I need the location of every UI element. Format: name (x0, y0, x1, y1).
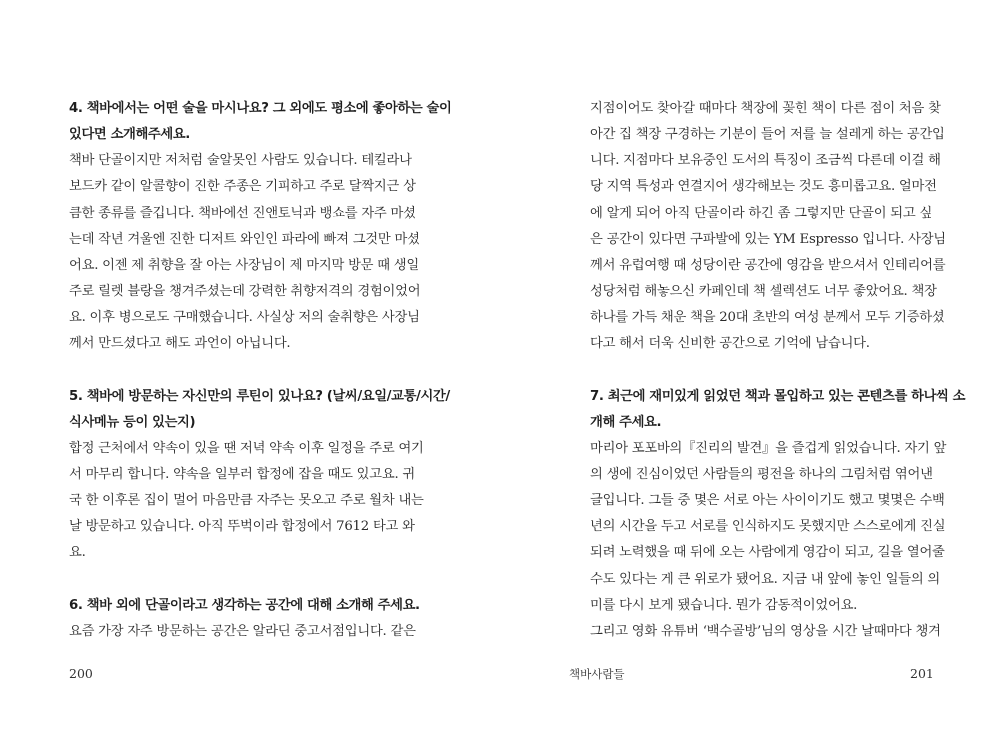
answer-line: 요. (69, 545, 86, 561)
left-page (69, 96, 452, 645)
answer-line: 요. 이후 병으로도 구매했습니다. 사실상 저의 술취향은 사장님 (69, 310, 420, 326)
answer-line: 글입니다. 그들 중 몇은 서로 아는 사이이기도 했고 몇몇은 수백 (590, 493, 945, 509)
question-heading: 있다면 소개해주세요. (69, 127, 190, 143)
answer-line: 년의 시간을 두고 서로를 인식하지도 못했지만 스스로에게 진실 (590, 519, 946, 535)
answer-line: 수도 있다는 게 큰 위로가 됐어요. 지금 내 앞에 놓인 일들의 의 (590, 571, 940, 587)
answer-line: 국 한 이후론 집이 멀어 마음만큼 자주는 못오고 주로 월차 내는 (69, 493, 424, 509)
answer-line: 성당처럼 해놓으신 카페인데 책 셀렉션도 너무 좋았어요. 책장 (590, 283, 937, 299)
answer-line: 마리아 포포바의『진리의 발견』을 즐겁게 읽었습니다. 자기 앞 (590, 440, 947, 456)
question-heading: 6. 책바 외에 단골이라고 생각하는 공간에 대해 소개해 주세요. (69, 597, 420, 613)
section-gap (69, 357, 412, 383)
answer-line: 주로 릴렛 블랑을 챙겨주셨는데 강력한 취향저격의 경험이었어 (69, 283, 421, 299)
answer-line: 께서 유럽여행 때 성당이란 공간에 영감을 받으셔서 인테리어를 (590, 257, 946, 273)
answer-line: 다고 해서 더욱 신비한 공간으로 기억에 남습니다. (590, 336, 870, 352)
answer-line: 의 생에 진심이었던 사람들의 평전을 하나의 그림처럼 엮어낸 (590, 466, 933, 482)
question-heading: 5. 책바에 방문하는 자신만의 루틴이 있나요? (날씨/요일/교통/시간/ (69, 388, 450, 404)
section-7 (590, 384, 966, 645)
answer-line: 미를 다시 보게 됐습니다. 뭔가 감동적이었어요. (590, 597, 858, 613)
section-gap (590, 357, 932, 383)
answer-line: 는데 작년 겨울엔 진한 디저트 와인인 파라에 빠져 그것만 마셨 (69, 231, 420, 247)
answer-line: 께서 만드셨다고 해도 과언이 아닙니다. (69, 336, 291, 352)
right-page (590, 96, 966, 645)
page-number-left: 200 (69, 666, 93, 681)
section-4 (69, 96, 452, 357)
answer-line: 날 방문하고 있습니다. 아직 뚜벅이라 합정에서 7612 타고 와 (69, 519, 415, 535)
section-gap (69, 567, 412, 593)
answer-line: 큼한 종류를 즐깁니다. 책바에선 진앤토닉과 뱅쇼를 자주 마셨 (69, 205, 416, 221)
question-heading: 4. 책바에서는 어떤 술을 마시나요? 그 외에도 평소에 좋아하는 술이 (69, 101, 452, 116)
section-5 (69, 384, 450, 567)
answer-line: 요즘 가장 자주 방문하는 공간은 알라딘 중고서점입니다. 같은 (69, 623, 416, 639)
answer-line: 되려 노력했을 때 뒤에 오는 사람에게 영감이 되고, 길을 열어줄 (590, 545, 945, 561)
page-number-right: 201 (910, 666, 934, 681)
section-6-continued (590, 96, 946, 357)
question-heading: 식사메뉴 등이 있는지) (69, 414, 196, 430)
section-6 (69, 593, 420, 645)
answer-line: 에 알게 되어 아직 단골이라 하긴 좀 그렇지만 단골이 되고 싶 (590, 205, 933, 221)
answer-line: 아간 집 책장 구경하는 기분이 들어 저를 늘 설레게 하는 공간입 (590, 127, 945, 143)
answer-line: 책바 단골이지만 저처럼 술알못인 사람도 있습니다. 테킬라나 (69, 153, 412, 169)
answer-line: 지점이어도 찾아갈 때마다 책장에 꽂힌 책이 다른 점이 처음 찾 (590, 101, 941, 116)
answer-line: 니다. 지점마다 보유중인 도서의 특징이 조금씩 다른데 이걸 해 (590, 153, 941, 169)
running-title: 책바사람들 (569, 667, 625, 681)
answer-line: 당 지역 특성과 연결지어 생각해보는 것도 흥미롭고요. 얼마전 (590, 179, 937, 195)
answer-line: 합정 근처에서 약속이 있을 땐 저녁 약속 이후 일정을 주로 여기 (69, 440, 424, 456)
answer-line: 서 마무리 합니다. 약속을 일부러 합정에 잡을 때도 있고요. 귀 (69, 466, 416, 482)
answer-line: 하나를 가득 채운 책을 20대 초반의 여성 분께서 모두 기증하셨 (590, 310, 945, 326)
answer-line: 그리고 영화 유튜버 ‘백수골방’님의 영상을 시간 날때마다 챙겨 (590, 623, 941, 639)
answer-line: 은 공간이 있다면 구파발에 있는 YM Espresso 입니다. 사장님 (590, 231, 946, 247)
question-heading: 7. 최근에 재미있게 읽었던 책과 몰입하고 있는 콘텐츠를 하나씩 소 (590, 388, 966, 404)
answer-line: 보드카 같이 알콜향이 진한 주종은 기피하고 주로 달짝지근 상 (69, 179, 416, 195)
question-heading: 개해 주세요. (590, 414, 662, 430)
answer-line: 어요. 이젠 제 취향을 잘 아는 사장님이 제 마지막 방문 때 생일 (69, 257, 419, 273)
